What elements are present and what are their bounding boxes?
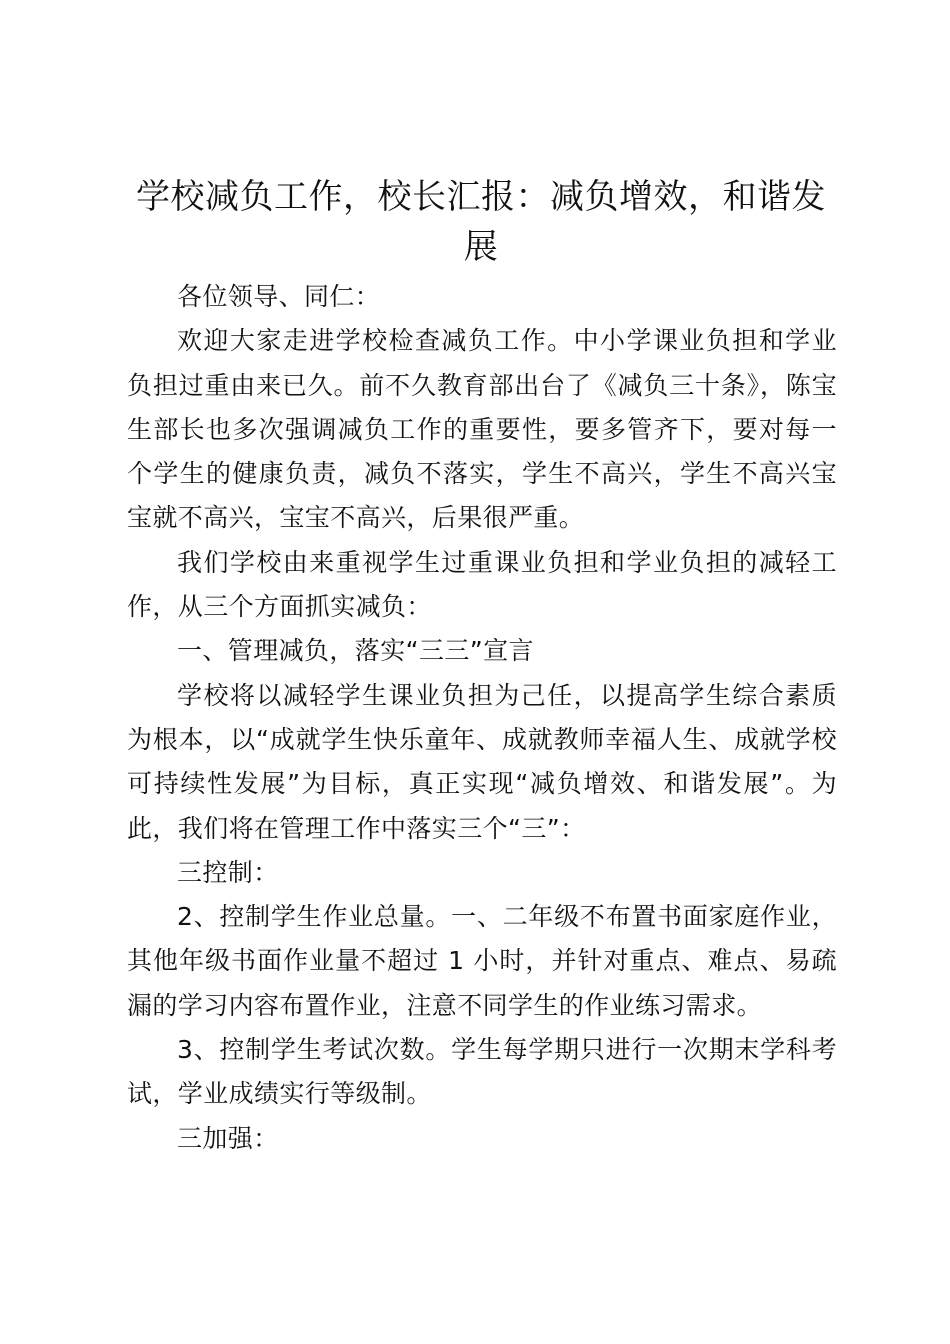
- control-item-3: 3、控制学生考试次数。学生每学期只进行一次期末学科考试，学业成绩实行等级制。: [127, 1035, 837, 1109]
- section-heading-1: 一、管理减负，落实“三三”宣言: [177, 636, 534, 666]
- section-body-paragraph: 学校将以减轻学生课业负担为己任，以提高学生综合素质为根本，以“成就学生快乐童年、成就教师幸福人生、成就学校可持续性发展”为目标，真正实现“减负增效、和谐发展”。为此，我们将在管理工作中落实三个“三”：: [127, 680, 837, 843]
- intro-paragraph: 欢迎大家走进学校检查减负工作。中小学课业负担和学业负担过重由来已久。前不久教育部出台了《减负三十条》，陈宝生部长也多次强调减负工作的重要性，要多管齐下，要对每一个学生的健康负责，减负不落实，学生不高兴，学生不高兴宝宝就不高兴，宝宝不高兴，后果很严重。: [127, 326, 837, 533]
- control-item-2: 2、控制学生作业总量。一、二年级不布置书面家庭作业，其他年级书面作业量不超过 1 小时，并针对重点、难点、易疏漏的学习内容布置作业，注意不同学生的作业练习需求。: [127, 902, 837, 1020]
- document-body: [127, 275, 837, 1161]
- subheading-three-controls: 三控制：: [177, 857, 279, 887]
- salutation-paragraph: 各位领导、同仁：: [177, 282, 381, 311]
- subheading-three-strengthen: 三加强：: [177, 1123, 279, 1153]
- document-title: 学校减负工作，校长汇报：减负增效，和谐发展: [136, 177, 826, 267]
- overview-paragraph: 我们学校由来重视学生过重课业负担和学业负担的减轻工作，从三个方面抓实减负：: [127, 547, 837, 622]
